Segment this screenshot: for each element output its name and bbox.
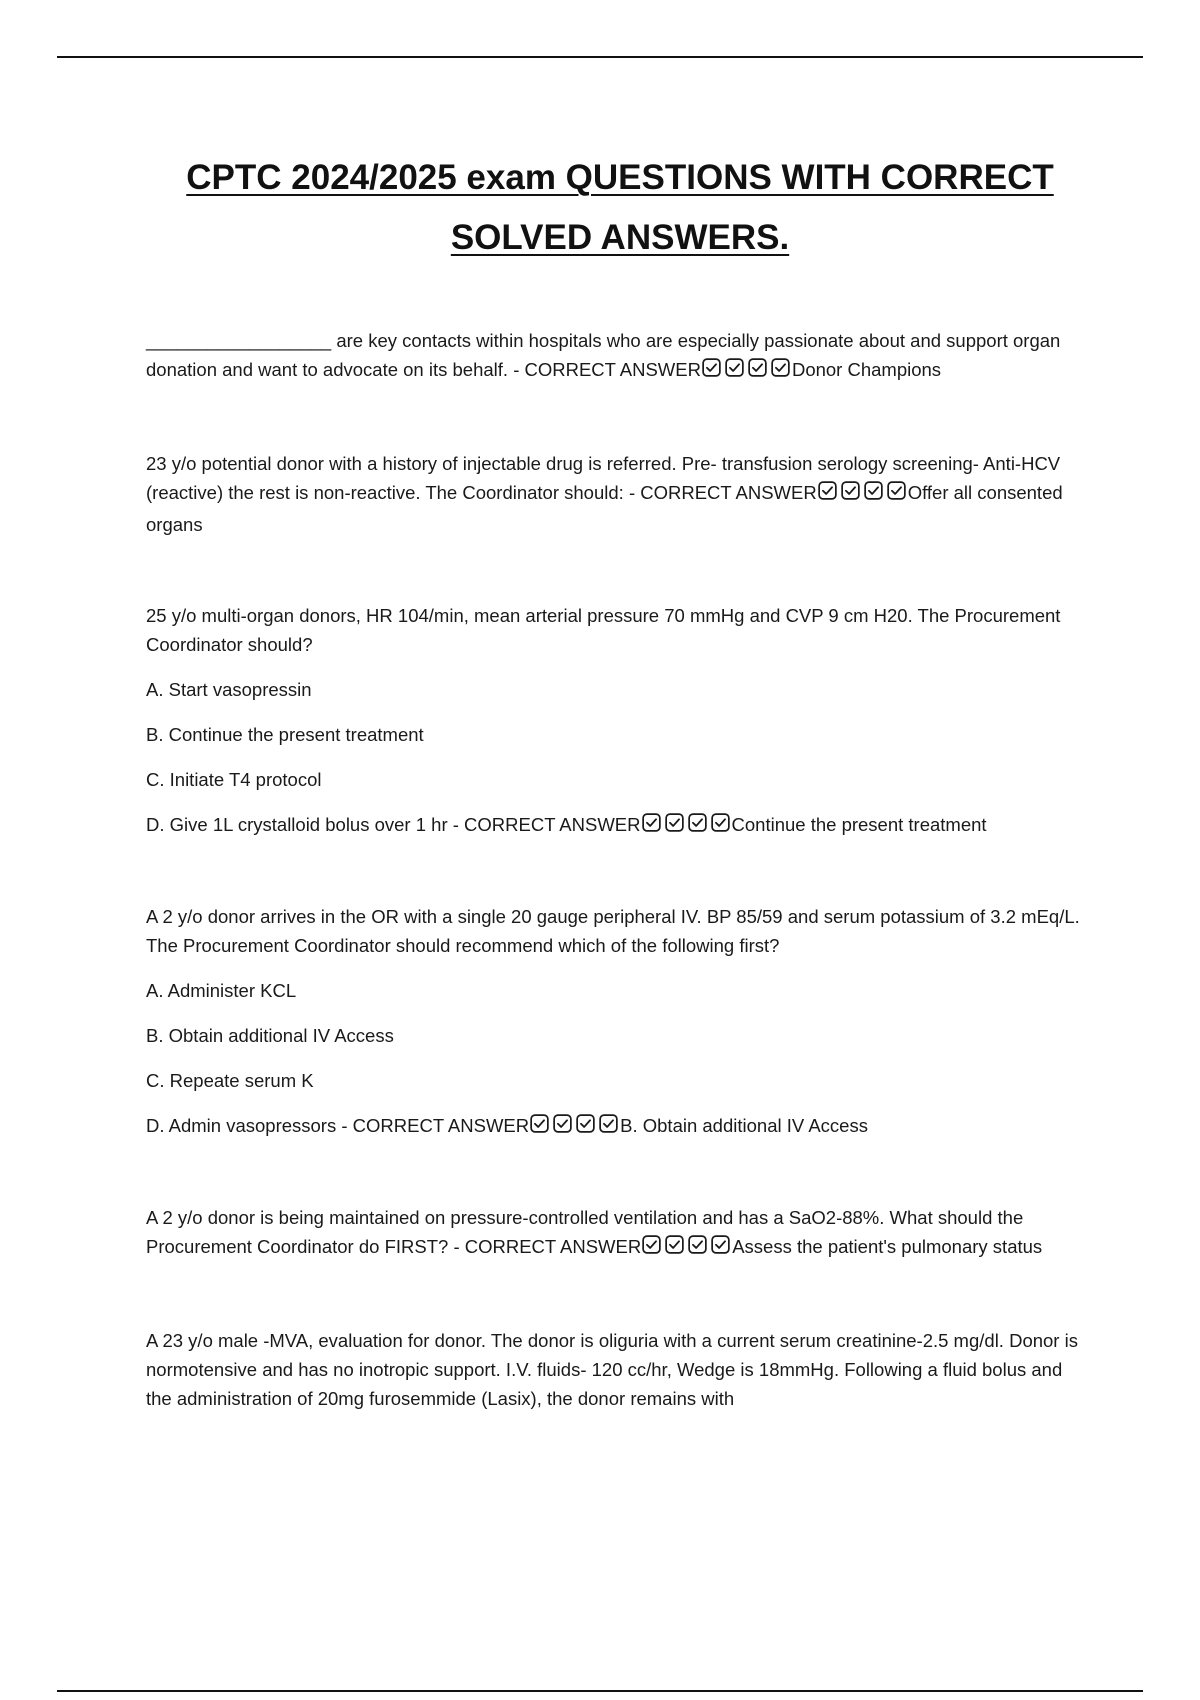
question-3-text: 25 y/o multi-organ donors, HR 104/min, mean arterial pressure 70 mmHg and CVP 9 cm H20. The Procurement Coordinator should? <box>146 605 1061 655</box>
question-5-answer: Assess the patient's pulmonary status <box>732 1236 1043 1257</box>
answer-check-marks <box>818 481 906 510</box>
question-list <box>146 326 1091 1413</box>
question-3-answer: Continue the present treatment <box>731 814 987 835</box>
title-line-1: CPTC 2024/2025 exam QUESTIONS WITH CORRECT <box>186 158 1054 197</box>
checkbox-check-icon <box>530 1114 549 1133</box>
checkbox-check-icon <box>688 813 707 832</box>
question-4 <box>146 902 1091 960</box>
checkbox-check-icon <box>818 481 837 500</box>
checkbox-check-icon <box>711 813 730 832</box>
question-3-option-b: B. Continue the present treatment <box>146 724 424 745</box>
checkbox-check-icon <box>642 1235 661 1254</box>
question-4-option-b: B. Obtain additional IV Access <box>146 1025 394 1046</box>
question-2 <box>146 449 1091 539</box>
checkbox-check-icon <box>771 358 790 377</box>
question-3-option-a: A. Start vasopressin <box>146 679 312 700</box>
header-rule <box>57 56 1143 58</box>
document-title <box>100 148 1140 268</box>
question-2-text: 23 y/o potential donor with a history of injectable drug is referred. Pre- transfusion serology screening- Anti-HCV (reactive) the rest is non-reactive. The Coordinator should: - CORRECT ANSWER <box>146 453 1061 503</box>
question-4-answer: B. Obtain additional IV Access <box>620 1115 868 1136</box>
answer-check-marks <box>642 1235 730 1264</box>
question-6-text: A 23 y/o male -MVA, evaluation for donor. The donor is oliguria with a current serum creatinine-2.5 mg/dl. Donor is normotensive and has no inotropic support. I.V. fluids- 120 cc/hr, Wedge is 18mmHg. Following a fluid bolus and the administration of 20mg furosemmide (Lasix), the donor remains with <box>146 1330 1078 1409</box>
question-3-option-c: C. Initiate T4 protocol <box>146 769 322 790</box>
answer-check-marks <box>702 358 790 387</box>
checkbox-check-icon <box>841 481 860 500</box>
spacer <box>146 1264 1091 1326</box>
answer-check-marks <box>530 1114 618 1143</box>
question-1-text: are key contacts within hospitals who are especially passionate about and support organ donation and want to advocate on its behalf. <box>146 330 1061 380</box>
correct-answer-label: - CORRECT ANSWER <box>341 1115 530 1136</box>
checkbox-check-icon <box>665 1235 684 1254</box>
checkbox-check-icon <box>887 481 906 500</box>
checkbox-check-icon <box>576 1114 595 1133</box>
checkbox-check-icon <box>864 481 883 500</box>
correct-answer-label: - CORRECT ANSWER <box>513 359 701 380</box>
question-4-option-d <box>146 1111 1091 1143</box>
checkbox-check-icon <box>711 1235 730 1254</box>
question-1 <box>146 326 1091 387</box>
question-4-option-d-text: D. Admin vasopressors <box>146 1115 342 1136</box>
correct-answer-label: - CORRECT ANSWER <box>453 1236 642 1257</box>
question-3-option-d-text: D. Give 1L crystalloid bolus over 1 hr <box>146 814 453 835</box>
checkbox-check-icon <box>688 1235 707 1254</box>
question-4-text: A 2 y/o donor arrives in the OR with a single 20 gauge peripheral IV. BP 85/59 and serum potassium of 3.2 mEq/L. The Procurement Coordinator should recommend which of the following first? <box>146 906 1080 956</box>
checkbox-check-icon <box>702 358 721 377</box>
checkbox-check-icon <box>642 813 661 832</box>
question-1-answer: Donor Champions <box>791 359 942 380</box>
spacer <box>146 539 1091 601</box>
question-5 <box>146 1203 1091 1264</box>
question-3 <box>146 601 1091 659</box>
footer-rule <box>57 1690 1143 1692</box>
question-4-option-a: A. Administer KCL <box>146 980 297 1001</box>
checkbox-check-icon <box>553 1114 572 1133</box>
spacer <box>146 387 1091 449</box>
checkbox-check-icon <box>748 358 767 377</box>
checkbox-check-icon <box>599 1114 618 1133</box>
title-line-2: SOLVED ANSWERS. <box>450 218 790 257</box>
question-3-option-d <box>146 810 1091 842</box>
spacer <box>146 1143 1091 1203</box>
question-4-option-c: C. Repeate serum K <box>146 1070 314 1091</box>
correct-answer-label: - CORRECT ANSWER <box>452 814 641 835</box>
question-5-text: A 2 y/o donor is being maintained on pressure-controlled ventilation and has a SaO2-88%. What should the Procurement Coordinator do FIRST? <box>146 1207 1024 1257</box>
checkbox-check-icon <box>665 813 684 832</box>
answer-check-marks <box>642 813 730 842</box>
spacer <box>146 842 1091 902</box>
question-2-answer: Offer all consented organs <box>146 482 1063 535</box>
question-6 <box>146 1326 1091 1413</box>
question-1-blank: __________________ <box>146 330 332 351</box>
checkbox-check-icon <box>725 358 744 377</box>
